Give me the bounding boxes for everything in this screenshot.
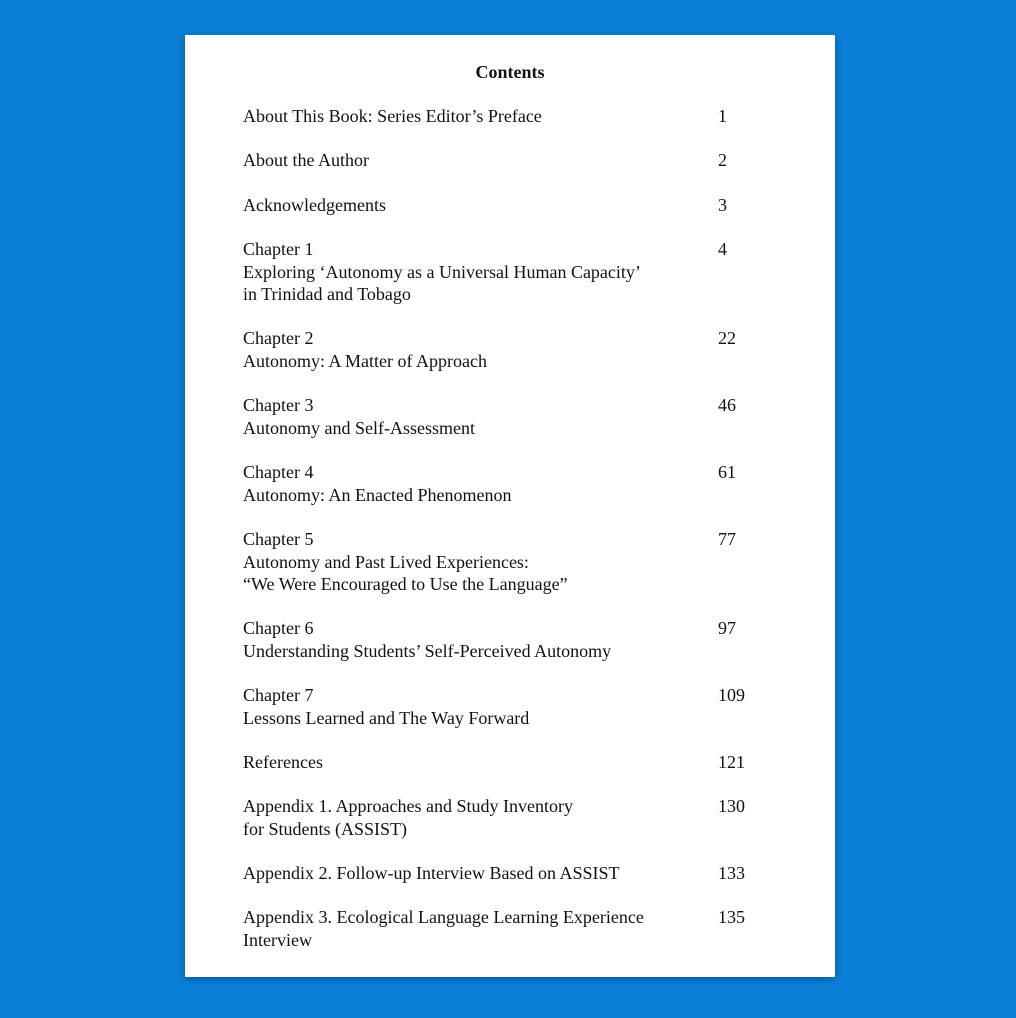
entry-line: About the Author bbox=[243, 150, 369, 170]
entry-title bbox=[243, 238, 693, 306]
entry-line: Autonomy and Past Lived Experiences: bbox=[243, 551, 529, 572]
entry-title bbox=[243, 394, 693, 439]
entry-line: Autonomy: A Matter of Approach bbox=[243, 350, 487, 371]
entry-page-number: 109 bbox=[718, 685, 745, 705]
entry-title bbox=[243, 906, 693, 951]
entry-title bbox=[243, 461, 693, 506]
entry-line: Exploring ‘Autonomy as a Universal Human Capacity’ bbox=[243, 261, 641, 282]
entry-page-number: 22 bbox=[718, 328, 736, 348]
entry-title bbox=[243, 862, 693, 885]
entry-title bbox=[243, 327, 693, 372]
entry-line: References bbox=[243, 752, 323, 772]
entry-page-number: 1 bbox=[718, 106, 727, 126]
entry-line: Chapter 2 bbox=[243, 328, 314, 348]
entry-line: Appendix 2. Follow-up Interview Based on ASSIST bbox=[243, 863, 620, 883]
entry-line: Chapter 6 bbox=[243, 618, 314, 638]
entry-line: for Students (ASSIST) bbox=[243, 818, 408, 839]
entry-title bbox=[243, 105, 693, 128]
entry-line: Appendix 3. Ecological Language Learning Experience bbox=[243, 907, 644, 927]
entry-page-number: 77 bbox=[718, 529, 736, 549]
entry-page-number: 133 bbox=[718, 863, 745, 883]
entry-line: Chapter 7 bbox=[243, 685, 314, 705]
entry-line: Chapter 5 bbox=[243, 529, 314, 549]
entry-line: Autonomy and Self-Assessment bbox=[243, 417, 475, 438]
entry-page-number: 4 bbox=[718, 239, 727, 259]
book-page bbox=[185, 35, 835, 977]
entry-line: About This Book: Series Editor’s Preface bbox=[243, 106, 542, 126]
entry-line: Chapter 3 bbox=[243, 395, 314, 415]
entry-line: in Trinidad and Tobago bbox=[243, 284, 411, 304]
entry-title bbox=[243, 684, 693, 729]
entry-page-number: 135 bbox=[718, 907, 745, 927]
entry-page-number: 2 bbox=[718, 150, 727, 170]
entry-line: “We Were Encouraged to Use the Language” bbox=[243, 574, 568, 594]
entry-page-number: 121 bbox=[718, 752, 745, 772]
contents-heading: Contents bbox=[475, 62, 545, 82]
entry-page-number: 130 bbox=[718, 796, 745, 816]
entry-title bbox=[243, 795, 693, 840]
entry-line: Chapter 1 bbox=[243, 239, 314, 259]
entry-page-number: 46 bbox=[718, 395, 736, 415]
entry-line: Understanding Students’ Self-Perceived Autonomy bbox=[243, 640, 612, 661]
entry-line: Acknowledgements bbox=[243, 195, 386, 215]
entry-line: Autonomy: An Enacted Phenomenon bbox=[243, 484, 512, 505]
entry-line: Lessons Learned and The Way Forward bbox=[243, 707, 530, 728]
entry-page-number: 97 bbox=[718, 618, 736, 638]
entry-title bbox=[243, 194, 693, 217]
entry-line: Appendix 1. Approaches and Study Inventory bbox=[243, 796, 573, 816]
entry-title bbox=[243, 528, 693, 596]
entry-title bbox=[243, 751, 693, 774]
entry-page-number: 3 bbox=[718, 195, 727, 215]
entry-page-number: 61 bbox=[718, 462, 736, 482]
entry-line: Interview bbox=[243, 929, 312, 950]
entry-title bbox=[243, 149, 693, 172]
entry-line: Chapter 4 bbox=[243, 462, 314, 482]
entry-title bbox=[243, 617, 693, 662]
